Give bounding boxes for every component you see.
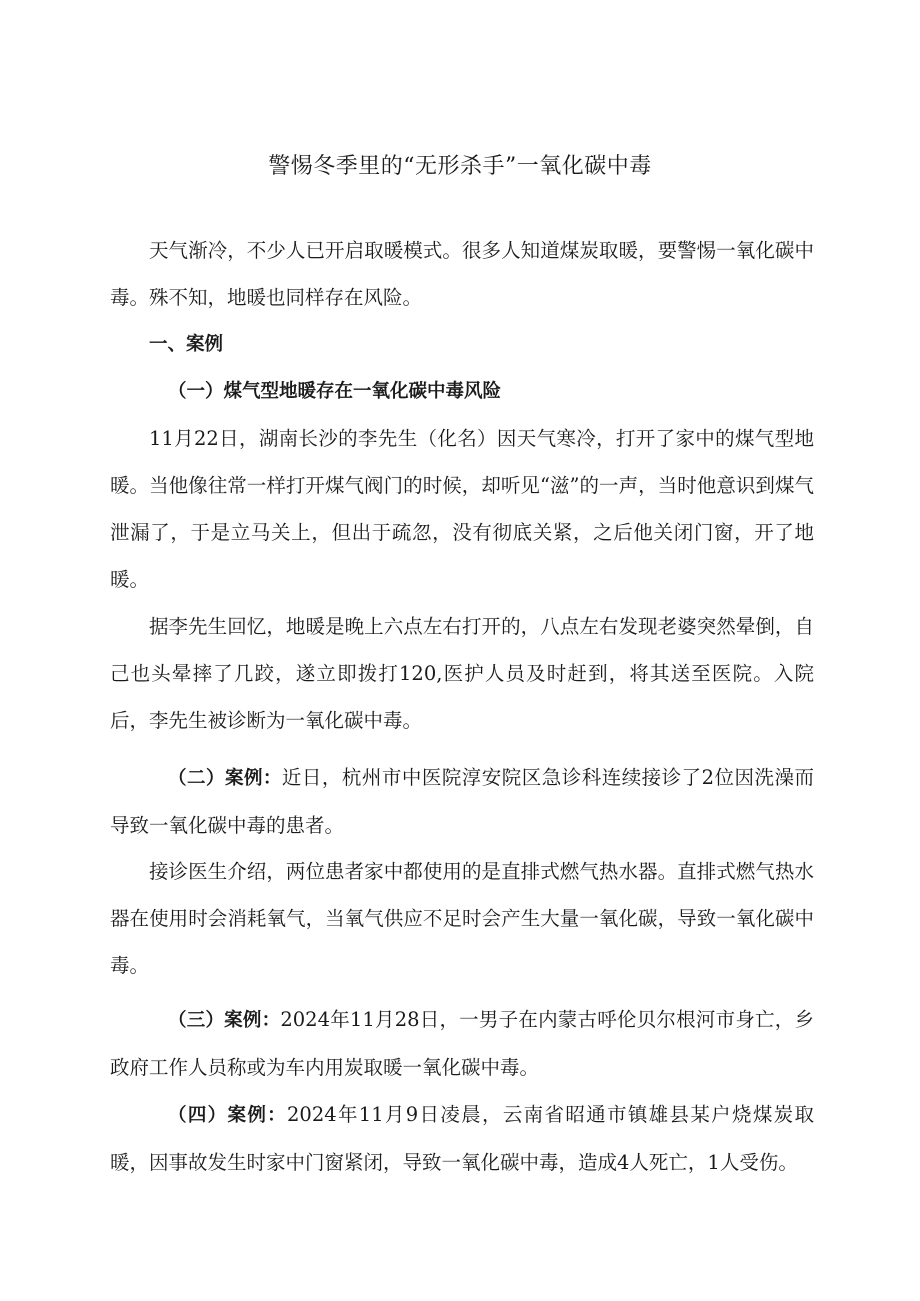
case3-lead: （三）案例：: [168, 1010, 281, 1031]
case1-paragraph-1: 11月22日，湖南长沙的李先生（化名）因天气寒冷，打开了家中的煤气型地暖。当他像往常一样打开煤气阀门的时候，却听见“滋”的一声，当时他意识到煤气泄漏了，于是立马关上，但出于疏忽，没有彻底关紧，之后他关闭门窗，开了地暖。: [110, 427, 814, 591]
case1-paragraph-2: 据李先生回忆，地暖是晚上六点左右打开的，八点左右发现老婆突然晕倒，自己也头晕摔了几跤，遂立即拨打120,医护人员及时赶到，将其送至医院。入院后，李先生被诊断为一氧化碳中毒。: [110, 615, 814, 732]
section-heading-cases: 一、案例: [149, 334, 224, 355]
case2-paragraph-2: 接诊医生介绍，两位患者家中都使用的是直排式燃气热水器。直排式燃气热水器在使用时会消耗氧气，当氧气供应不足时会产生大量一氧化碳，导致一氧化碳中毒。: [110, 860, 814, 977]
case4-text: 2024年11月9日凌晨，云南省昭通市镇雄县某户烧煤炭取暖，因事故发生时家中门窗紧闭，导致一氧化碳中毒，造成4人死亡，1人受伤。: [110, 1103, 814, 1174]
case1-heading: （一）煤气型地暖存在一氧化碳中毒风险: [168, 381, 502, 402]
intro-paragraph: 天气渐冷，不少人已开启取暖模式。很多人知道煤炭取暖，要警惕一氧化碳中毒。殊不知，地暖也同样存在风险。: [110, 239, 814, 309]
document-title: 警惕冬季里的“无形杀手”一氧化碳中毒: [268, 153, 652, 179]
case3-paragraph: [110, 996, 814, 1091]
case2-text: 近日，杭州市中医院淳安院区急诊科连续接诊了2位因洗澡而导致一氧化碳中毒的患者。: [110, 766, 814, 837]
case2-lead: （二）案例：: [168, 768, 282, 789]
case4-paragraph: [110, 1091, 814, 1186]
case4-lead: （四）案例：: [168, 1105, 287, 1126]
case3-text: 2024年11月28日，一男子在内蒙古呼伦贝尔根河市身亡，乡政府工作人员称或为车内用炭取暖一氧化碳中毒。: [110, 1008, 814, 1079]
case2-paragraph: [110, 754, 814, 849]
